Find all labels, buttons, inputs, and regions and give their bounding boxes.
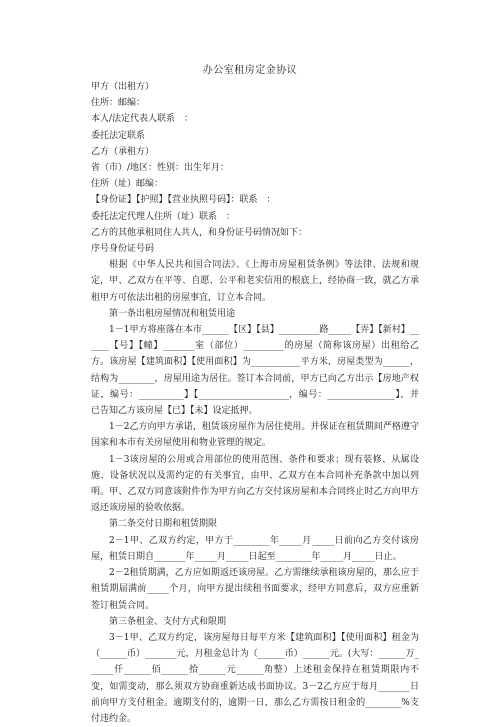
party-a-heading: 甲方（出租方） — [91, 82, 155, 92]
party-b-region-line: 省（市）/地区：性别：出生年月： — [91, 163, 230, 174]
article-2-heading: 第二条交付日期和租赁期限 — [109, 519, 218, 530]
clause-3-1: 3－1甲、乙双方约定，该房屋每日每平方米【建筑面积】【使用面积】租金为（______币）_______元，月租金总计为（______币）______元。(大写：______万______仟______佰______拾______元______角整）上述租金保持在租赁期限内不变，如需变动，那么须双方协商重新达成书面协议。3－2乙方应于每月_______日前向甲方支付租金。逾期支付的，逾期一日，那么乙方需按日租金的________%支付违约金。 — [91, 632, 419, 724]
clause-2-1: 2－1甲、乙双方约定，甲方于________年_____月_____日前向乙方交付该房屋，租赁日期自_______年_____月_____日起至________年_____月_____日止。 — [91, 535, 419, 562]
clause-1-2: 1－2乙方向甲方承诺，租赁该房屋作为居住使用。并保证在租赁期间严格遵守国家和本市有关房屋使用和物业管理的规定。 — [91, 422, 419, 449]
party-a-agent-line: 委托法定联系 — [91, 130, 146, 141]
party-b-heading: 乙方（承租方） — [91, 146, 155, 157]
clause-1-1: 1－1甲方将座落在本市______【区】【县】_________路_____【弄】【新村】______【号】【幢】_______室（部位）_________的房屋（简称该房屋）出租给乙方。该房屋【建筑面积】【使用面积】为___________平方米，房屋类型为______，结构为________，房屋用途为居住。签订本合同前，甲方已向乙方出示【房地产权证，编号：__________】【____________________，编号：_______________】，并已告知乙方该房屋【已】【未】设定抵押。 — [91, 325, 419, 417]
article-1-heading: 第一条出租房屋情况和租赁用途 — [109, 308, 236, 319]
party-b-address-line: 住所（址）邮编： — [91, 179, 164, 190]
document-title: 办公室租房定金协议 — [202, 65, 298, 76]
document-body — [91, 79, 419, 727]
clause-1-3: 1－3该房屋的公用或合用部位的使用范围、条件和要求；现有装修、从属设施、设备状况以及需约定的有关事宜，由甲、乙双方在本合同补充条款中加以列明。甲、乙双方同意该附件作为甲方向乙方交付该房屋和本合同终止时乙方向甲方返还该房屋的验收依据。 — [91, 454, 419, 514]
party-a-address-line: 住所：邮编： — [91, 98, 146, 109]
id-table-header: 序号身份证号码 — [91, 244, 155, 255]
party-a-representative-line: 本人/法定代表人联系 ： — [91, 114, 194, 125]
party-b-agent-line: 委托法定代理人住所（址）联系 ： — [91, 211, 236, 222]
article-3-heading: 第三条租金、支付方式和限期 — [109, 616, 227, 627]
party-b-id-line: 【身份证】【护照】【营业执照号码】：联系 ： — [91, 195, 276, 206]
preamble-paragraph: 根据《中华人民共和国合同法》、《上海市房屋租赁条例》等法律、法规和规定，甲、乙双方在平等、自愿、公平和老实信用的根底上，经协商一致，就乙方承租甲方可依法出租的房屋事宜，订立本合同。 — [91, 260, 419, 303]
co-tenants-line: 乙方的其他承租同住人共人，和身份证号码情况如下： — [91, 227, 308, 238]
clause-2-2: 2－2租赁期满，乙方应如期返还该房屋。乙方需继续承租该房屋的，那么应于租赁期届满前_____个月，向甲方提出续租书面要求，经甲方同意后，双方应重新签订租赁合同。 — [91, 568, 419, 611]
